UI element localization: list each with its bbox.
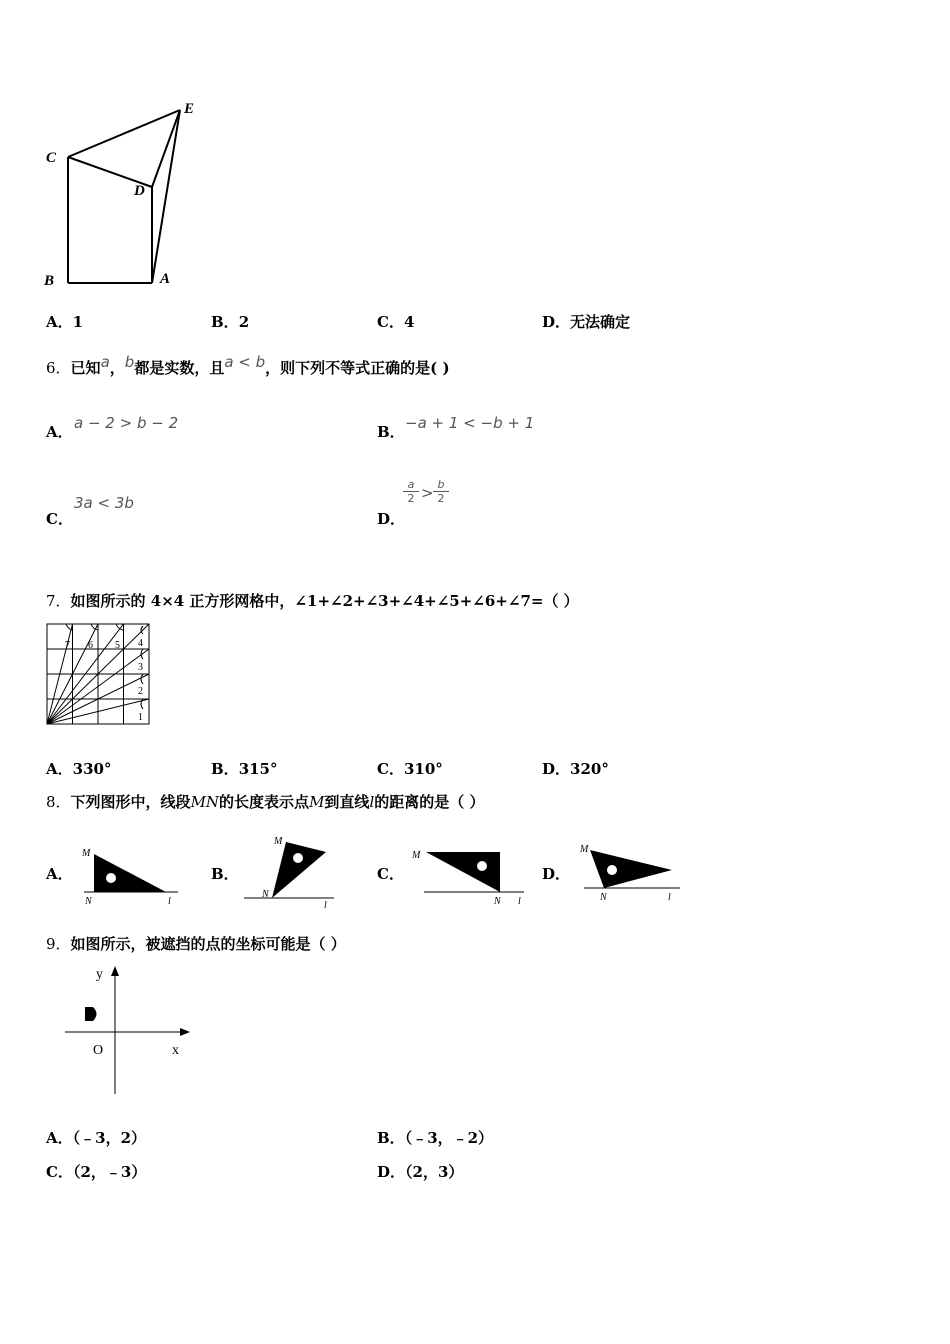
label-d: D — [134, 183, 145, 199]
occluded-point-shape — [85, 1007, 97, 1021]
option-text: 4 — [403, 313, 415, 331]
option-letter: A． — [46, 423, 73, 441]
option-letter: B． — [377, 1129, 405, 1147]
label-e: E — [184, 101, 195, 117]
label-m: M — [412, 850, 421, 861]
q8-figure-a — [78, 844, 180, 906]
angle-label-4: 4 — [138, 638, 143, 649]
option-letter: A． — [46, 1129, 73, 1147]
option-letter: C． — [46, 510, 73, 528]
option-text: 315° — [238, 760, 278, 778]
angle-label-7: 7 — [65, 640, 70, 651]
q9-option-d[interactable] — [377, 1161, 463, 1182]
stem-text: 如图所示的 4×4 正方形网格中，∠1+∠2+∠3+∠4+∠5+∠6+∠7=（ ） — [70, 592, 579, 610]
q8-stem — [46, 791, 484, 812]
option-letter: D． — [542, 760, 571, 778]
label-n: N — [600, 892, 607, 903]
option-letter: D． — [542, 865, 571, 883]
option-letter: A． — [46, 865, 73, 883]
option-letter: C． — [46, 1163, 73, 1181]
option-math: −a + 1 < −b + 1 — [405, 414, 535, 432]
q5-option-d[interactable] — [542, 311, 630, 332]
stem-text: 已知 — [70, 359, 101, 377]
angle-label-6: 6 — [88, 640, 93, 651]
label-b: B — [44, 273, 55, 289]
separator: ， — [109, 359, 125, 377]
option-letter: B． — [377, 423, 405, 441]
option-letter: C． — [377, 865, 404, 883]
option-letter: D． — [542, 313, 571, 331]
q5-option-c[interactable] — [377, 311, 414, 332]
axis-label-x: x — [172, 1043, 179, 1058]
label-l: l — [168, 896, 171, 906]
q7-stem — [46, 590, 579, 611]
fraction-b-over-2 — [433, 478, 449, 505]
q8-option-d[interactable] — [542, 863, 570, 884]
q8-option-c[interactable] — [377, 863, 404, 884]
q7-option-d[interactable] — [542, 758, 609, 779]
label-m: M — [82, 848, 91, 859]
stem-text: 下列图形中，线段 — [70, 793, 191, 811]
label-m: M — [274, 836, 283, 847]
q8-figure-b — [242, 832, 338, 908]
axis-label-y: y — [96, 967, 103, 982]
label-n: N — [262, 889, 269, 900]
option-text: （2，﹣3） — [72, 1163, 147, 1181]
option-letter: C． — [377, 313, 404, 331]
option-text: 无法确定 — [570, 313, 631, 331]
question-number: 6． — [46, 359, 71, 377]
option-letter: C． — [377, 760, 404, 778]
q8-option-a[interactable] — [46, 863, 73, 884]
q7-option-b[interactable] — [211, 758, 278, 779]
option-letter: B． — [211, 865, 239, 883]
label-a: A — [160, 271, 171, 287]
q7-option-c[interactable] — [377, 758, 443, 779]
option-text: （﹣3，﹣2） — [404, 1129, 494, 1147]
q9-option-c[interactable] — [46, 1161, 146, 1182]
fraction-a-over-2 — [403, 478, 419, 505]
label-l: l — [518, 896, 521, 906]
numerator: b — [437, 478, 445, 491]
option-text: 310° — [403, 760, 443, 778]
var-b: b — [124, 353, 135, 371]
origin-label: O — [93, 1043, 104, 1058]
var-a: a — [100, 353, 110, 371]
q6-option-d[interactable] — [377, 478, 497, 528]
option-text: 330° — [72, 760, 112, 778]
option-letter: A． — [46, 760, 73, 778]
option-math: a − 2 > b − 2 — [74, 414, 179, 432]
q5-figure — [40, 95, 210, 295]
angle-label-3: 3 — [138, 662, 143, 673]
stem-text: 到直线 — [324, 793, 370, 811]
denominator: 2 — [433, 491, 449, 505]
option-letter: B． — [211, 313, 239, 331]
greater-than: > — [421, 484, 434, 502]
q8-option-b[interactable] — [211, 863, 239, 884]
q5-option-b[interactable] — [211, 311, 249, 332]
label-m: M — [580, 844, 589, 855]
q6-stem — [46, 353, 450, 378]
option-text: （﹣3，2） — [72, 1129, 147, 1147]
option-text: 1 — [72, 313, 84, 331]
q8-figure-d — [576, 840, 686, 906]
stem-text: 的长度表示点 — [219, 793, 310, 811]
angle-label-2: 2 — [138, 686, 143, 697]
label-l: l — [668, 892, 671, 903]
label-n: N — [494, 896, 501, 906]
option-letter: D． — [377, 1163, 406, 1181]
q8-figure-c — [410, 838, 540, 906]
option-text: （2，3） — [405, 1163, 464, 1181]
option-text: 320° — [570, 760, 609, 778]
denominator: 2 — [403, 491, 419, 505]
option-math: 3a < 3b — [74, 494, 134, 512]
segment-mn: MN — [190, 793, 220, 811]
label-n: N — [85, 896, 92, 906]
angle-label-1: 1 — [138, 712, 143, 723]
label-c: C — [46, 150, 57, 166]
point-m: M — [309, 793, 325, 811]
q9-option-b[interactable] — [377, 1127, 493, 1148]
q5-option-a[interactable] — [46, 311, 83, 332]
stem-text: 都是实数，且 — [134, 359, 225, 377]
stem-text: 如图所示，被遮挡的点的坐标可能是（ ） — [70, 935, 346, 953]
stem-text: ，则下列不等式正确的是( ) — [265, 359, 450, 377]
q9-stem — [46, 933, 346, 954]
q9-coordinate-figure — [60, 962, 194, 1098]
option-letter: A． — [46, 313, 73, 331]
question-number: 7． — [46, 592, 71, 610]
question-number: 9． — [46, 935, 71, 953]
option-text: 2 — [238, 313, 250, 331]
angle-label-5: 5 — [115, 640, 120, 651]
q7-option-a[interactable] — [46, 758, 111, 779]
question-number: 8． — [46, 793, 71, 811]
numerator: a — [407, 478, 415, 491]
q9-option-a[interactable] — [46, 1127, 146, 1148]
label-l: l — [324, 900, 327, 908]
condition: a < b — [224, 353, 266, 371]
option-letter: B． — [211, 760, 239, 778]
option-letter: D． — [377, 510, 406, 528]
stem-text: 的距离的是（ ） — [374, 793, 485, 811]
line-l: l — [369, 793, 375, 811]
q7-grid-figure — [46, 622, 152, 726]
